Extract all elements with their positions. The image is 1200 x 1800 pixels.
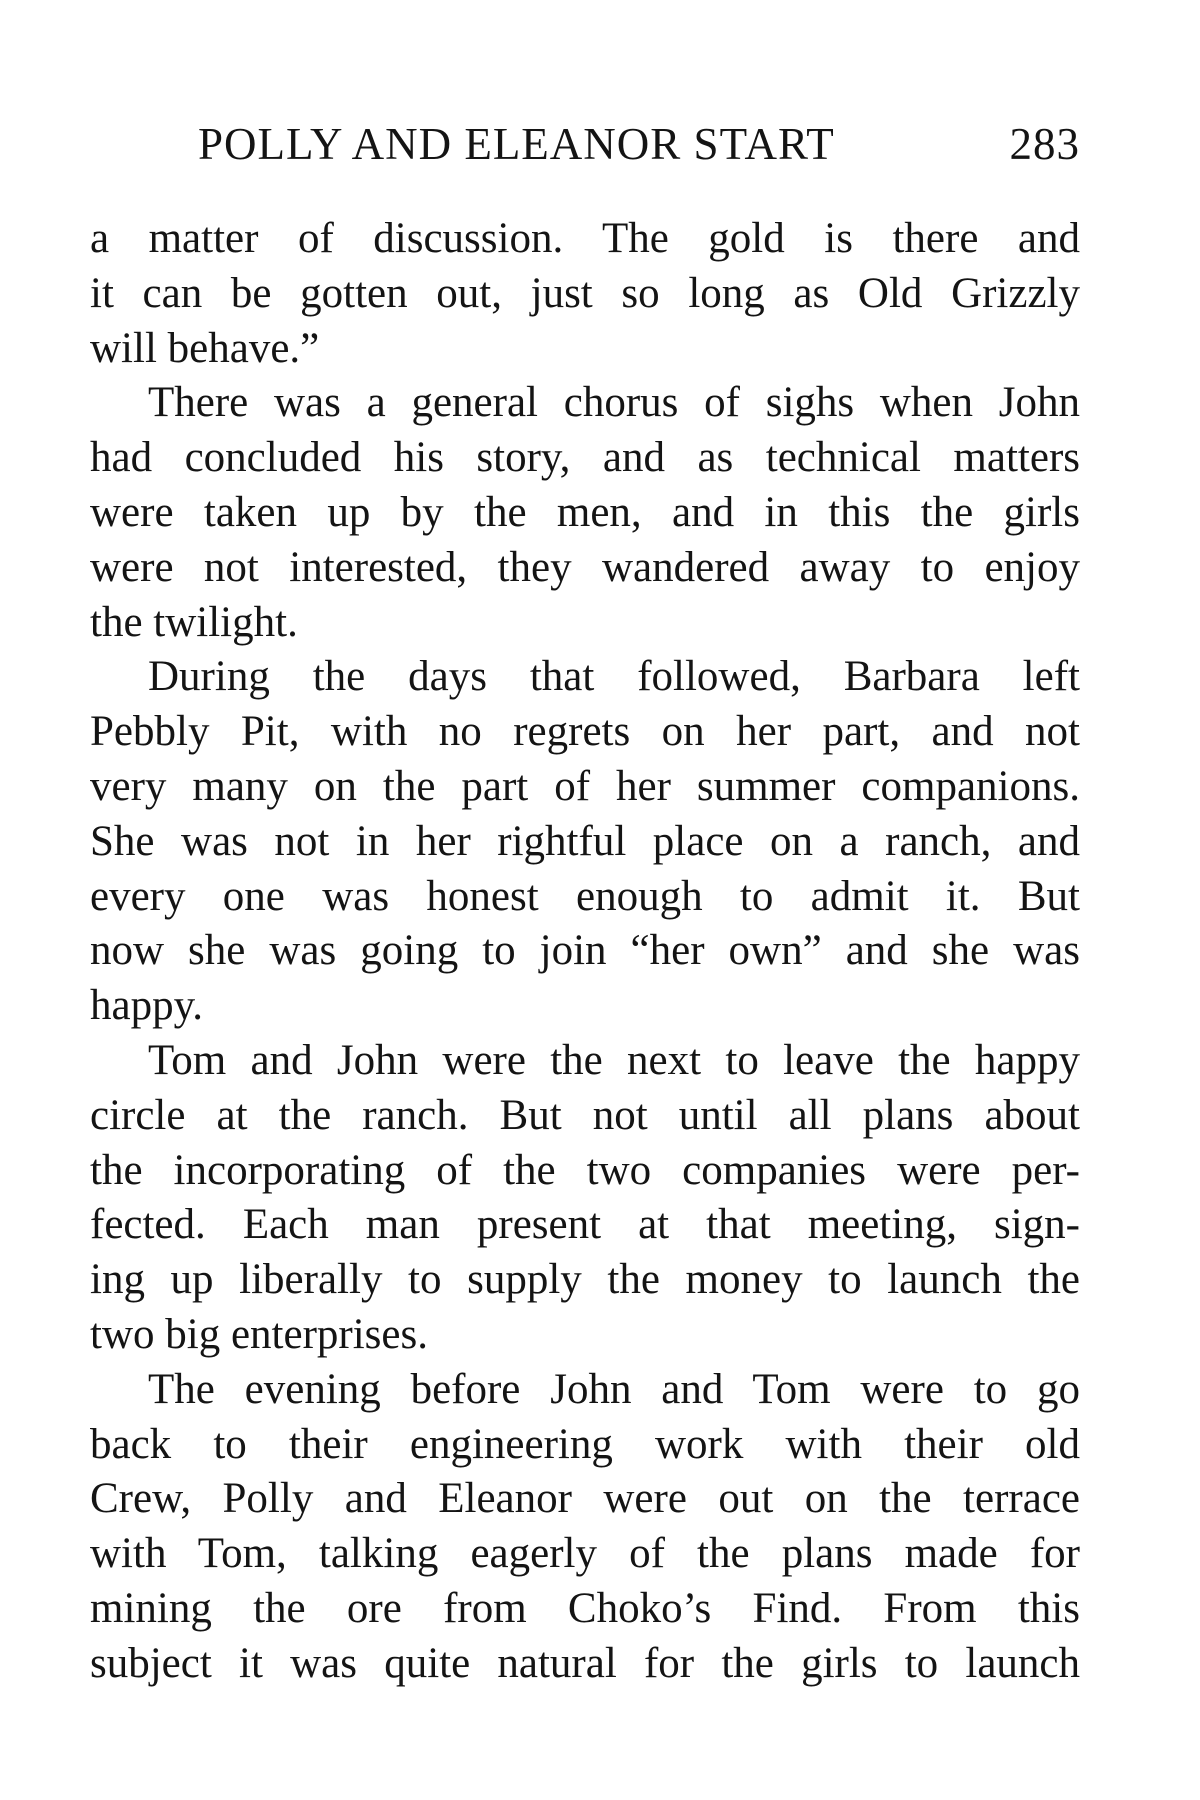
text-line: Crew, Polly and Eleanor were out on the terrace [90, 1475, 1080, 1523]
text-line: circle at the ranch. But not until all plans about [90, 1091, 1080, 1139]
text-line: fected. Each man present at that meeting, sign- [90, 1201, 1080, 1249]
page-number: 283 [1009, 119, 1080, 169]
running-head [90, 118, 1080, 178]
text-line: Pebbly Pit, with no regrets on her part, and not [90, 708, 1080, 756]
text-line: happy. [90, 982, 204, 1030]
text-line: now she was going to join “her own” and she was [90, 927, 1080, 975]
text-line: There was a general chorus of sighs when John [148, 379, 1080, 427]
text-line: every one was honest enough to admit it. But [90, 872, 1080, 920]
text-line: it can be gotten out, just so long as Old Grizzly [90, 269, 1080, 317]
text-line: the incorporating of the two companies were per- [90, 1146, 1080, 1194]
text-line: had concluded his story, and as technical matters [90, 434, 1080, 482]
text-line: Tom and John were the next to leave the happy [148, 1036, 1080, 1084]
running-title: POLLY AND ELEANOR START [198, 119, 835, 169]
text-line: the twilight. [90, 598, 298, 646]
text-line: The evening before John and Tom were to go [148, 1365, 1080, 1413]
text-line: will behave.” [90, 324, 320, 372]
text-line: very many on the part of her summer companions. [90, 762, 1080, 810]
text-line: subject it was quite natural for the girls to launch [90, 1639, 1080, 1687]
text-line: were taken up by the men, and in this the girls [90, 488, 1080, 536]
text-line: were not interested, they wandered away to enjoy [90, 543, 1080, 591]
text-line: She was not in her rightful place on a ranch, and [90, 817, 1080, 865]
body-text [90, 212, 1080, 1692]
text-line: back to their engineering work with their old [90, 1420, 1080, 1468]
text-line: During the days that followed, Barbara left [148, 653, 1080, 701]
text-line: mining the ore from Choko’s Find. From this [90, 1584, 1080, 1632]
text-line: ing up liberally to supply the money to launch the [90, 1256, 1080, 1304]
text-line: a matter of discussion. The gold is there and [90, 215, 1080, 262]
text-line: with Tom, talking eagerly of the plans made for [90, 1530, 1080, 1578]
text-line: two big enterprises. [90, 1310, 428, 1358]
